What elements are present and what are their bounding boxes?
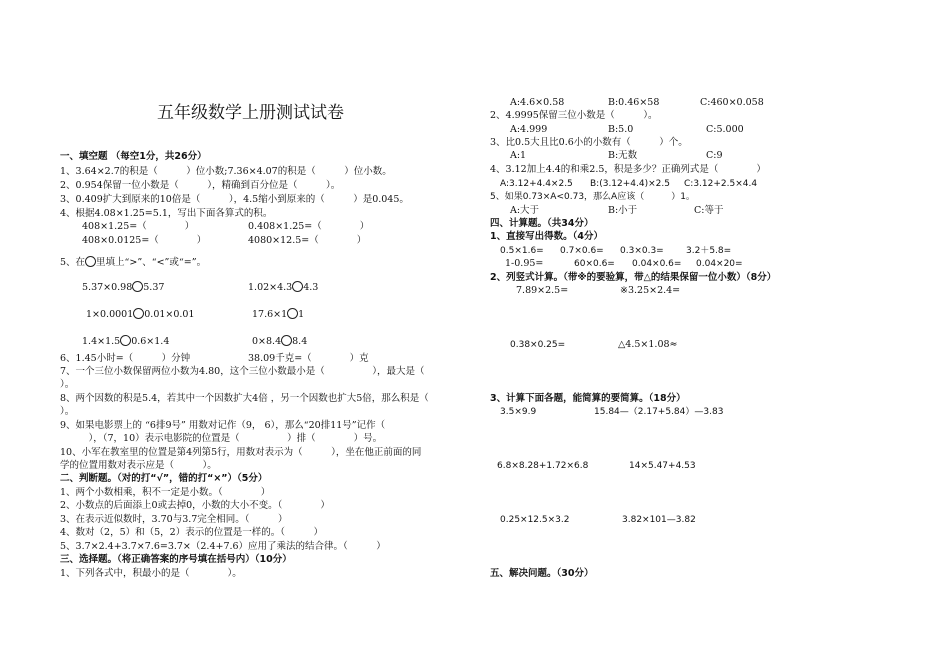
compare-left: 1×0.0001 bbox=[86, 309, 134, 320]
compare-item-4 bbox=[252, 308, 304, 321]
question-8-cont: ）。 bbox=[60, 406, 75, 417]
question-4c: 408×0.0125=（ ） bbox=[82, 235, 207, 246]
choice-1: 1、下列各式中，积最小的是（ ）。 bbox=[60, 568, 242, 579]
calc-1-item: 0.7×0.6= bbox=[560, 246, 604, 256]
vertical-calc-2: ※3.25×2.4= bbox=[620, 285, 681, 296]
question-6a: 6、1.45小时=（ ）分钟 bbox=[60, 353, 191, 364]
choice-3-option-c: C:9 bbox=[706, 150, 723, 161]
choice-5-option-c: C:等于 bbox=[694, 205, 724, 216]
choice-5-option-a: A:大于 bbox=[510, 205, 540, 216]
compare-circle-icon bbox=[85, 256, 96, 267]
compare-circle-icon[interactable] bbox=[133, 308, 144, 319]
compare-left: 1.02×4.3 bbox=[248, 282, 293, 293]
choice-2-option-a: A:4.999 bbox=[510, 124, 548, 135]
compare-right: 0.01×0.01 bbox=[144, 309, 195, 320]
question-7-cont: ）。 bbox=[60, 379, 75, 390]
choice-2-option-c: C:5.000 bbox=[706, 124, 744, 135]
judge-5: 5、3.7×2.4+3.7×7.6=3.7×（2.4+7.6）应用了乘法的结合律。（ ） bbox=[60, 541, 386, 552]
calc-1-item: 0.04×20= bbox=[696, 259, 743, 269]
choice-4-option-a: A:3.12+4.4×2.5 bbox=[500, 179, 573, 189]
expression-1: 3.5×9.9 bbox=[500, 407, 537, 417]
calc-1-heading: 1、直接写出得数。（4分） bbox=[490, 231, 603, 242]
calc-2-heading: 2、列竖式计算。（带※的要验算，带△的结果保留一位小数）（8分） bbox=[490, 272, 777, 283]
choice-1-option-b: B:0.46×58 bbox=[608, 97, 660, 108]
compare-item-2 bbox=[248, 281, 318, 294]
compare-left: 1.4×1.5 bbox=[82, 336, 121, 347]
calc-3-heading: 3、计算下面各题，能简算的要简算。（18分） bbox=[490, 393, 686, 404]
question-5-prefix: 5、在 bbox=[60, 257, 86, 268]
calc-1-item: 0.3×0.3= bbox=[620, 246, 664, 256]
compare-right: 0.6×1.4 bbox=[131, 336, 170, 347]
section-3-heading: 三、选择题。（将正确答案的序号填在括号内）（10分） bbox=[60, 554, 292, 565]
compare-circle-icon[interactable] bbox=[287, 308, 298, 319]
question-10-cont: 学的位置用数对表示应是（ ）。 bbox=[60, 460, 217, 471]
section-4-heading: 四、计算题。（共34分） bbox=[490, 218, 594, 229]
calc-1-item: 0.04×0.6= bbox=[632, 259, 682, 269]
compare-circle-icon[interactable] bbox=[132, 281, 143, 292]
choice-1-option-c: C:460×0.058 bbox=[700, 97, 764, 108]
compare-item-3 bbox=[86, 308, 195, 321]
choice-4-option-b: B:(3.12+4.4)×2.5 bbox=[590, 179, 670, 189]
compare-item-1 bbox=[82, 281, 164, 294]
vertical-calc-3: 0.38×0.25= bbox=[510, 340, 566, 350]
calc-1-item: 3.2＋5.8= bbox=[686, 246, 732, 256]
question-9-cont: ），（7，10）表示电影院的位置是（ ）排（ ）号。 bbox=[60, 433, 383, 444]
question-9: 9、如果电影票上的 “6排9号” 用数对记作（9， 6），那么“20排11号”记作（ bbox=[60, 420, 386, 431]
calc-1-item: 1-0.95= bbox=[505, 258, 544, 269]
choice-3-option-a: A:1 bbox=[510, 150, 527, 161]
compare-item-6 bbox=[252, 335, 307, 348]
compare-circle-icon[interactable] bbox=[120, 335, 131, 346]
section-5-heading: 五、解决问题。（30分） bbox=[490, 568, 594, 579]
judge-3: 3、在表示近似数时，3.70与3.7完全相同。（ ） bbox=[60, 514, 288, 525]
calc-1-item: 0.5×1.6= bbox=[500, 246, 544, 256]
question-6b: 38.09千克=（ ）克 bbox=[248, 353, 369, 364]
vertical-calc-1: 7.89×2.5= bbox=[516, 285, 569, 296]
question-5-suffix: 里填上“>”、“<”或“=”。 bbox=[96, 257, 207, 268]
question-10: 10、小军在教室里的位置是第4列第5行，用数对表示为（ ），坐在他正前面的同 bbox=[60, 447, 422, 458]
expression-6: 3.82×101—3.82 bbox=[622, 515, 696, 525]
question-3: 3、0.409扩大到原来的10倍是（ ），4.5缩小到原来的（ ）是0.045。 bbox=[60, 194, 409, 205]
question-8: 8、两个因数的积是5.4，若其中一个因数扩大4倍 ，另一个因数也扩大5倍，那么积是（ bbox=[60, 393, 429, 404]
compare-left: 17.6×1 bbox=[252, 309, 288, 320]
choice-3-option-b: B:无数 bbox=[608, 150, 638, 161]
question-5 bbox=[60, 256, 206, 269]
choice-5-option-b: B:小于 bbox=[608, 205, 638, 216]
compare-right: 1 bbox=[298, 309, 305, 320]
section-1-heading: 一、填空题 （每空1分，共26分） bbox=[60, 151, 207, 162]
compare-right: 8.4 bbox=[292, 336, 308, 347]
judge-1: 1、两个小数相乘，积不一定是小数。（ ） bbox=[60, 487, 271, 498]
question-7: 7、一个三位小数保留两位小数为4.80，这个三位小数最小是（ ），最大是（ bbox=[60, 366, 425, 377]
page-title: 五年级数学上册测试试卷 bbox=[157, 103, 344, 123]
question-1: 1、3.64×2.7的积是（ ）位小数;7.36×4.07的积是（ ）位小数。 bbox=[60, 166, 392, 177]
judge-2: 2、小数点的后面添上0或去掉0，小数的大小不变。（ ） bbox=[60, 500, 330, 511]
choice-4-option-c: C:3.12+2.5×4.4 bbox=[684, 179, 758, 189]
choice-2: 2、4.9995保留三位小数是（ ）。 bbox=[490, 110, 658, 121]
judge-4: 4、数对（2，5）和（5，2）表示的位置是一样的。（ ） bbox=[60, 527, 323, 538]
compare-item-5 bbox=[82, 335, 169, 348]
calc-1-item: 60×0.6= bbox=[574, 259, 615, 269]
compare-left: 5.37×0.98 bbox=[82, 282, 133, 293]
choice-3: 3、比0.5大且比0.6小的小数有（ ）个。 bbox=[490, 137, 688, 148]
section-2-heading: 二、判断题。（对的打“√”，错的打“×”）（5分） bbox=[60, 473, 268, 484]
question-4d: 4080×12.5=（ ） bbox=[248, 235, 367, 246]
question-4b: 0.408×1.25=（ ） bbox=[248, 221, 370, 232]
expression-2: 15.84—（2.17+5.84）—3.83 bbox=[594, 407, 724, 417]
question-4: 4、根据4.08×1.25=5.1，写出下面各算式的积。 bbox=[60, 208, 273, 219]
compare-right: 5.37 bbox=[143, 282, 165, 293]
expression-5: 0.25×12.5×3.2 bbox=[500, 515, 570, 525]
choice-5: 5、如果0.73×A<0.73，那么A应该（ ）1。 bbox=[490, 192, 695, 202]
vertical-calc-4: △4.5×1.08≈ bbox=[618, 339, 678, 350]
question-4a: 408×1.25=（ ） bbox=[82, 221, 195, 232]
compare-right: 4.3 bbox=[303, 282, 319, 293]
choice-2-option-b: B:5.0 bbox=[608, 124, 634, 135]
compare-circle-icon[interactable] bbox=[292, 281, 303, 292]
question-2: 2、0.954保留一位小数是（ ），精确到百分位是（ ）。 bbox=[60, 180, 341, 191]
choice-1-option-a: A:4.6×0.58 bbox=[510, 97, 565, 108]
compare-left: 0×8.4 bbox=[252, 336, 282, 347]
expression-3: 6.8×8.28+1.72×6.8 bbox=[497, 461, 589, 471]
choice-4: 4、3.12加上4.4的和乘2.5，积是多少？正确列式是（ ） bbox=[490, 164, 766, 175]
expression-4: 14×5.47+4.53 bbox=[629, 461, 696, 471]
compare-circle-icon[interactable] bbox=[281, 335, 292, 346]
